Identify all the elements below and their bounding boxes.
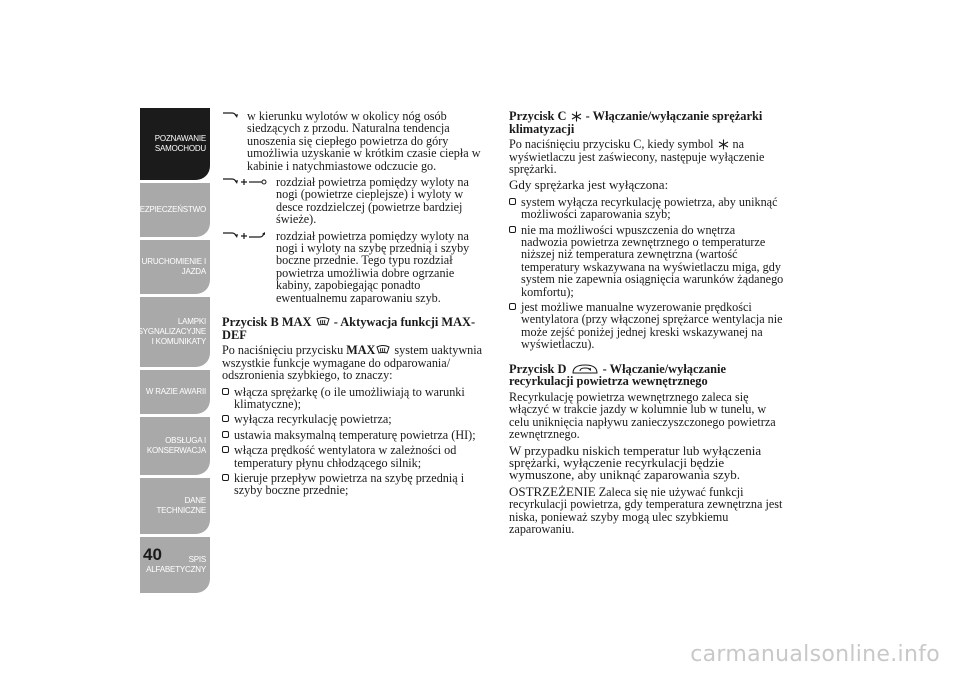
checkbox-bullet-icon [222,446,229,453]
list-item-text: nie ma możliwości wpuszczenia do wnętrza nadwozia powietrza zewnętrznego o temperaturze niższej niż temperatura zewnętrzna (wartość temperatury wskazywana na wyświetlaczu miga, gdy system nie zapewnia osiągnięcia warunków żądanego komfortu); [521,222,784,299]
airflow-feet-dash-text: rozdział powietrza pomiędzy wyloty na nogi (powietrze cieplejsze) i wyloty w desce rozdzielczej (powietrze bardziej świeże). [276,175,469,227]
heading-d-prefix: Przycisk D [509,361,567,376]
compressor-off-intro: Gdy sprężarka jest wyłączona: [509,177,669,193]
checkbox-bullet-icon [222,474,229,481]
tab-poznawanie-samochodu[interactable]: POZNAWANIE SAMOCHODU [140,108,210,180]
tab-lampki-sygnalizacyjne[interactable]: LAMPKI SYGNALIZACYJNE I KOMUNIKATY [140,297,210,367]
airflow-feet-item [222,110,492,172]
recirculation-icon [571,363,599,375]
list-item [509,196,784,221]
list-item-text: jest możliwe manualne wyzerowanie prędkości wentylatora (przy włączonej sprężarce wentylacja nie może zejść poniżej jednej kreski wskazywanej na wyświetlaczu). [521,300,783,352]
tab-obsluga-i-konserwacja[interactable]: OBSŁUGA I KONSERWACJA [140,417,210,475]
list-item-text: system wyłącza recyrkulację powietrza, aby uniknąć możliwości zaparowania szyb; [521,194,778,222]
checkbox-bullet-icon [222,431,229,438]
snowflake-icon-inline [718,139,729,150]
list-item [222,472,492,497]
page-number: 40 [143,545,162,564]
checkbox-bullet-icon [222,388,229,395]
heading-button-c [509,110,784,135]
compressor-paragraph [509,138,784,175]
list-item-text: wyłącza recyrkulację powietrza; [234,412,392,427]
max-def-list [222,386,492,497]
snowflake-icon [571,111,582,122]
intro-suffix: system uaktywnia wszystkie funkcje wymagane do odparowania/ odszronienia szybkiego, to znaczy: [222,343,483,383]
list-item-text: włącza sprężarkę (o ile umożliwiają to warunki klimatyczne); [234,384,465,411]
tab-uruchomienie-i-jazda[interactable]: URUCHOMIENIE I JAZDA [140,240,210,294]
list-item [222,429,492,441]
heading-b-suffix: - Aktywacja funkcji MAX-DEF [222,315,476,342]
tab-w-razie-awarii[interactable]: W RAZIE AWARII [140,370,210,414]
left-column [222,110,492,501]
checkbox-bullet-icon [509,226,516,233]
heading-button-d [509,363,784,388]
list-item [222,444,492,469]
list-item [509,301,784,351]
heading-c-prefix: Przycisk C [509,109,567,123]
list-item-text: włącza prędkość wentylatora w zależności od temperatury płynu chłodzącego silnik; [234,443,457,470]
intro-max-label: MAX [346,343,376,358]
c-para-suffix: na wyświetlaczu jest zaświecony, następuje wyłączenie sprężarki. [509,137,765,176]
recirculation-paragraph-1: Recyrkulację powietrza wewnętrznego zaleca się włączyć w trakcie jazdy w kolumnie lub w tunelu, w celu uniknięcia napływu zanieczyszczonego powietrza zewnętrznego. [509,389,776,442]
airflow-feet-windscreen-item [222,230,492,304]
airflow-feet-windscreen-icon [222,231,272,241]
tab-spis-alfabetyczny[interactable]: SPIS ALFABETYCZNY [140,537,210,593]
chapter-sidebar [134,108,212,596]
watermark: carmanualsonline.info [690,642,940,667]
warning-label: OSTRZEŻENIE [509,483,596,499]
list-item-text: ustawia maksymalną temperaturę powietrza (HI); [234,427,476,442]
airflow-feet-text: w kierunku wylotów w okolicy nóg osób siedzących z przodu. Naturalna tendencja unoszenia się ciepłego powietrza do góry umożliwia uzyskanie w krótkim czasie ciepła w kabinie i natychmiastowe odczucie go. [247,109,481,173]
right-column [509,110,784,539]
heading-c-suffix: - Włączanie/wyłączanie sprężarki klimatyzacji [509,109,763,136]
checkbox-bullet-icon [222,415,229,422]
compressor-off-list [509,196,784,351]
c-para-prefix: Po naciśnięciu przycisku C, kiedy symbol [509,137,714,152]
heading-d-suffix: - Włączanie/wyłączanie recyrkulacji powietrza wewnętrznego [509,361,726,389]
airflow-feet-icon [222,111,244,121]
max-def-intro [222,344,492,381]
airflow-feet-windscreen-text: rozdział powietrza pomiędzy wyloty na nogi i wyloty na szybę przednią i szyby boczne przednie. Tego typu rozdział powietrza umożliwia dobre ogrzanie kabiny, zapobiegając ponadto ewentualnemu zaparowaniu szyb. [276,228,470,305]
windscreen-defrost-icon [316,317,330,328]
checkbox-bullet-icon [509,198,516,205]
list-item [222,413,492,425]
recirculation-paragraph-2: W przypadku niskich temperatur lub wyłączenia sprężarki, wyłączenie recyrkulacji będzie wymuszone, aby uniknąć zaparowania szyb. [509,442,762,483]
airflow-feet-dash-icon [222,177,272,187]
tab-bezpieczenstwo[interactable]: BEZPIECZEŃSTWO [140,183,210,237]
heading-b-prefix: Przycisk B MAX [222,315,312,330]
windscreen-defrost-icon-inline [376,345,390,356]
checkbox-bullet-icon [509,303,516,310]
tab-dane-techniczne[interactable]: DANE TECHNICZNE [140,478,210,534]
warning-text: Zaleca się nie używać funkcji recyrkulacji powietrza, gdy temperatura zewnętrzna jest niska, ponieważ szyby mogą ulec szybkiemu zaparowaniu. [509,484,783,536]
list-item-text: kieruje przepływ powietrza na szybę przednią i szyby boczne przednie; [234,470,465,498]
list-item [509,224,784,298]
list-item [222,386,492,411]
intro-prefix: Po naciśnięciu przycisku [222,343,347,358]
warning-paragraph [509,483,784,536]
airflow-feet-dash-item [222,176,492,226]
heading-button-b [222,316,492,341]
